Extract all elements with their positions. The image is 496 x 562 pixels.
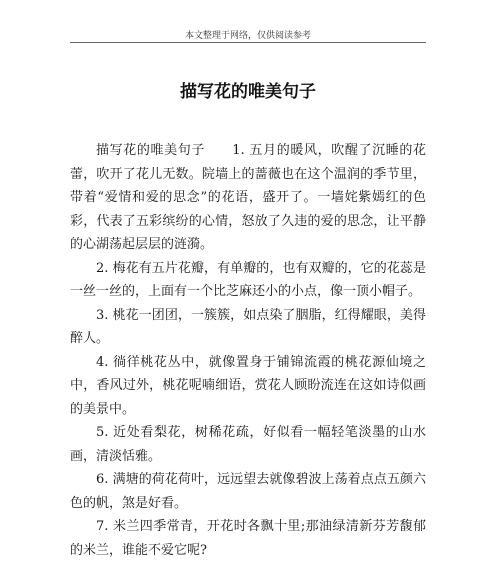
header-divider [70,42,426,43]
paragraph: 描写花的唯美句子 1. 五月的暖风，吹醒了沉睡的花蕾，吹开了花儿无数。院墙上的蔷薇也在这个温润的季节里，带着“爱情和爱的思念”的花语，盛开了。一墙姹紫嫣红的色彩，代表了五彩缤纷的心情，怒放了久违的爱的思念，让平静的心湖荡起层层的涟漪。 [70,143,426,252]
paragraph: 5. 近处看梨花，树稀花疏，好似看一幅轻笔淡墨的山水画，清淡恬雅。 [70,425,426,464]
paragraph: 2. 梅花有五片花瓣，有单瓣的，也有双瓣的，它的花蕊是一丝一丝的，上面有一个比芝麻还小的小点，像一顶小帽子。 [70,260,426,299]
paragraph: 4. 徜徉桃花丛中，就像置身于铺锦流霞的桃花源仙境之中，香风过外，桃花呢喃细语，赏花人顾盼流连在这如诗似画的美景中。 [70,354,426,417]
paragraph: 7. 米兰四季常青，开花时各飘十里;那油绿清新芬芳馥郁的米兰，谁能不爱它呢? [70,519,426,558]
page-header-note: 本文整理于网络，仅供阅读参考 [184,31,311,41]
document-body [70,139,426,562]
document-title: 描写花的唯美句子 [180,82,316,102]
paragraph: 6. 满塘的荷花荷叶，远远望去就像碧波上荡着点点五颜六色的帆，煞是好看。 [70,472,426,511]
paragraph: 3. 桃花一团团，一簇簇，如点染了胭脂，红得耀眼，美得醉人。 [70,307,426,346]
